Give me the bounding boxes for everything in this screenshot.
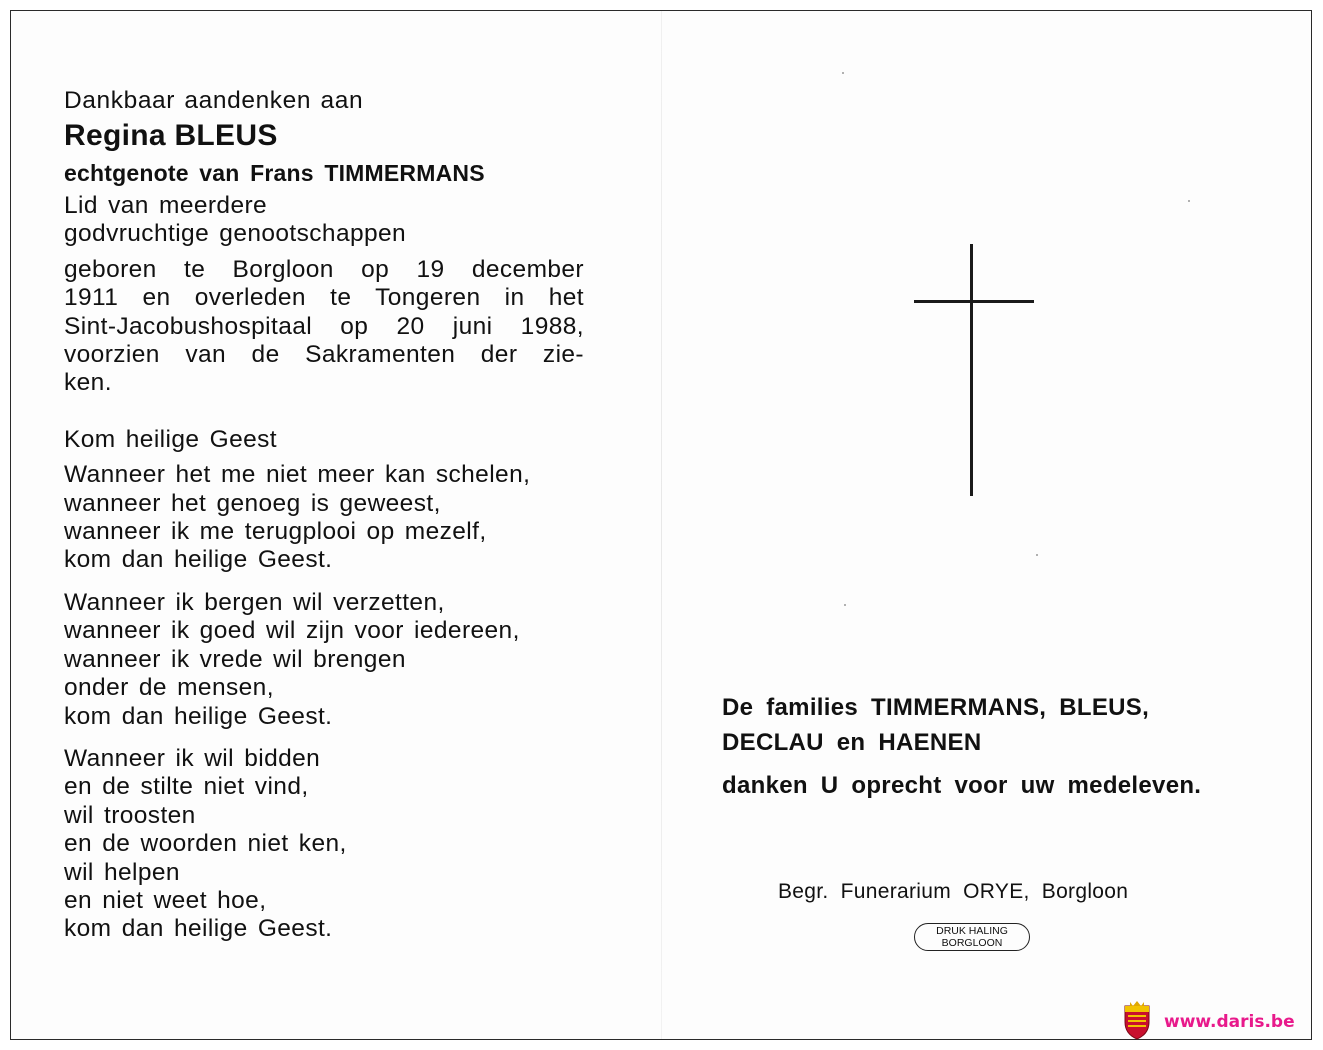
stanza-line: wanneer het genoeg is geweest, — [64, 489, 441, 517]
prayer-stanza-3 — [64, 745, 584, 944]
membership-line: Lid van meerdere — [64, 192, 268, 219]
stanza-line: kom dan heilige Geest. — [64, 546, 333, 574]
prayer-title: Kom heilige Geest — [64, 425, 277, 453]
stanza-line: wil troosten — [64, 801, 196, 829]
deceased-name: Regina BLEUS — [64, 119, 278, 152]
stanza-line: Wanneer ik wil bidden — [64, 744, 321, 772]
right-panel — [722, 690, 1262, 803]
prayer-stanza-2 — [64, 589, 584, 731]
left-panel — [64, 86, 584, 944]
stanza-line: wil helpen — [64, 858, 180, 886]
intro-line: Dankbaar aandenken aan — [64, 87, 364, 114]
stanza-line: kom dan heilige Geest. — [64, 702, 333, 730]
paper-speck — [844, 604, 846, 606]
biography-line: geboren te Borgloon op 19 december — [64, 255, 584, 283]
stanza-line: en de woorden niet ken, — [64, 830, 347, 858]
stanza-line: wanneer ik me terugplooi op mezelf, — [64, 518, 487, 546]
stanza-line: en de stilte niet vind, — [64, 773, 309, 801]
biography-line: Sint-Jacobushospitaal op 20 juni 1988, — [64, 312, 584, 340]
crest-icon — [1122, 1000, 1152, 1040]
prayer-stanza-1 — [64, 461, 584, 575]
families-line: DECLAU en HAENEN — [722, 729, 982, 756]
paper-speck — [842, 72, 844, 74]
membership — [64, 192, 584, 249]
printer-line: DRUK HALING — [936, 925, 1008, 937]
stanza-line: kom dan heilige Geest. — [64, 915, 333, 943]
card-fold — [661, 11, 662, 1039]
watermark-text: www.daris.be — [1164, 1012, 1295, 1032]
printer-line: BORGLOON — [941, 936, 1003, 949]
stanza-line: onder de mensen, — [64, 674, 274, 702]
biography-line: voorzien van de Sakramenten der zie- — [64, 341, 584, 369]
thanks-message: danken U oprecht voor uw medeleven. — [722, 772, 1202, 799]
stanza-line: Wanneer ik bergen wil verzetten, — [64, 588, 445, 616]
biography-line: ken. — [64, 369, 112, 397]
biography — [64, 256, 584, 398]
stanza-line: Wanneer het me niet meer kan schelen, — [64, 461, 531, 489]
families-line: De families TIMMERMANS, BLEUS, — [722, 694, 1150, 721]
stanza-line: wanneer ik goed wil zijn voor iedereen, — [64, 617, 520, 645]
spouse-line: echtgenote van Frans TIMMERMANS — [64, 160, 485, 186]
funeral-home: Begr. Funerarium ORYE, Borgloon — [778, 880, 1129, 903]
printer-stamp — [914, 923, 1030, 951]
paper-speck — [1036, 554, 1038, 556]
paper-speck — [1188, 200, 1190, 202]
membership-line: godvruchtige genootschappen — [64, 220, 407, 248]
biography-line: 1911 en overleden te Tongeren in het — [64, 284, 584, 312]
stanza-line: wanneer ik vrede wil brengen — [64, 645, 406, 673]
stanza-line: en niet weet hoe, — [64, 886, 267, 914]
